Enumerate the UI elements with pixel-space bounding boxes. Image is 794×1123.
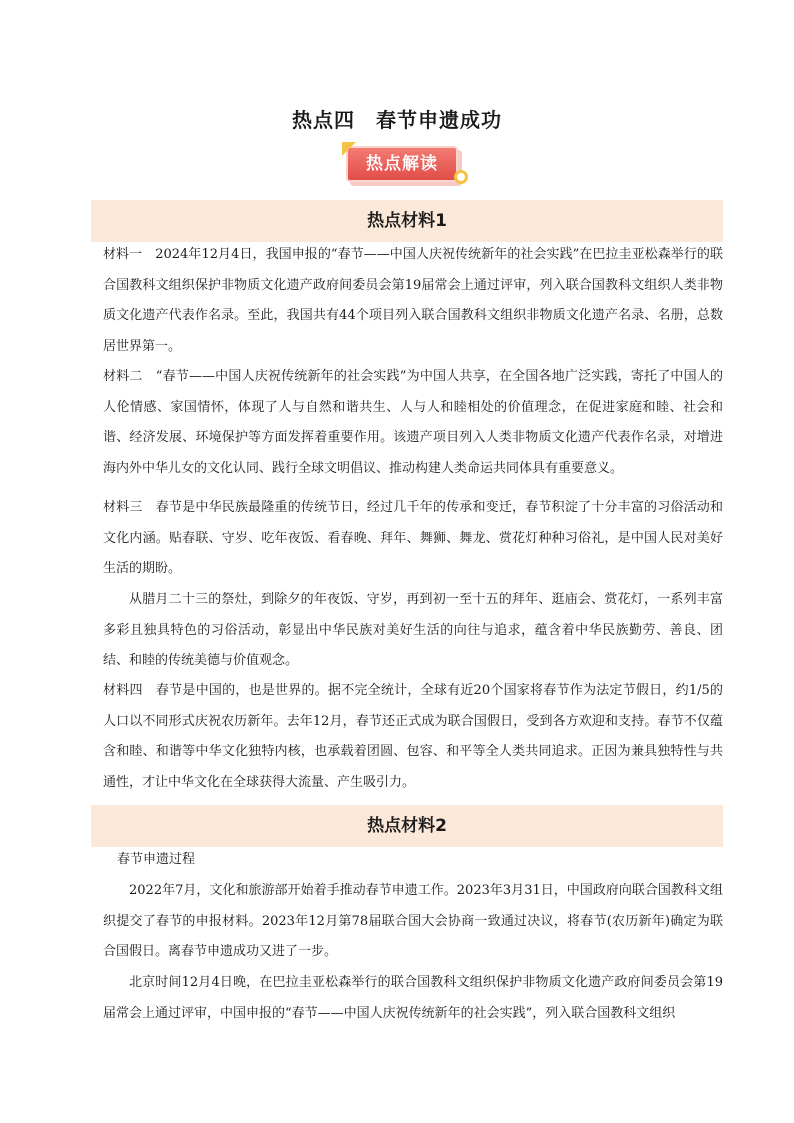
- page-title: 热点四 春节申遗成功: [292, 108, 502, 132]
- hot-topic-badge: [342, 142, 472, 190]
- process-subtitle: 春节申遗过程: [117, 852, 196, 867]
- section-heading-material-2: 热点材料2: [91, 805, 723, 847]
- material-3-paragraph: 材料三 春节是中华民族最隆重的传统节日，经过几千年的传承和变迁，春节积淀了十分丰富的习俗活动和文化内涵。贴春联、守岁、吃年夜饭、看春晚、拜年、舞狮、舞龙、赏花灯种种习俗礼，是中国人民对美好生活的期盼。: [103, 500, 723, 576]
- section-heading-material-1: 热点材料1: [91, 200, 723, 242]
- material-4-paragraph: 材料四 春节是中国的，也是世界的。据不完全统计，全球有近20个国家将春节作为法定节假日，约1/5的人口以不同形式庆祝农历新年。去年12月，春节还正式成为联合国假日，受到各方欢迎和支持。春节不仅蕴含和睦、和谐等中华文化独特内核，也承载着团圆、包容、和平等全人类共同追求。正因为兼具独特性与共通性，才让中华文化在全球获得大流量、产生吸引力。: [103, 683, 723, 790]
- material-2-paragraph: 材料二 “春节——中国人庆祝传统新年的社会实践”为中国人共享，在全国各地广泛实践，寄托了中国人的人伦情感、家国情怀，体现了人与自然和谐共生、人与人和睦相处的价值理念，在促进家庭和睦、社会和谐、经济发展、环境保护等方面发挥着重要作用。该遗产项目列入人类非物质文化遗产代表作名录，对增进海内外中华儿女的文化认同、践行全球文明倡议、推动构建人类命运共同体具有重要意义。: [103, 369, 723, 476]
- process-paragraph-2: 北京时间12月4日晚，在巴拉圭亚松森举行的联合国教科文组织保护非物质文化遗产政府间委员会第19届常会上通过评审，中国申报的“春节——中国人庆祝传统新年的社会实践”，列入联合国教科文组织: [103, 975, 723, 1021]
- badge-corner-decoration: [342, 142, 356, 156]
- ring-icon: [454, 170, 468, 184]
- material-1-paragraph: 材料一 2024年12月4日，我国申报的“春节——中国人庆祝传统新年的社会实践”在巴拉圭亚松森举行的联合国教科文组织保护非物质文化遗产政府间委员会第19届常会上通过评审，列入联合国教科文组织人类非物质文化遗产代表作名录。至此，我国共有44个项目列入联合国教科文组织非物质文化遗产名录、名册，总数居世界第一。: [103, 247, 723, 354]
- process-paragraph-1: 2022年7月，文化和旅游部开始着手推动春节申遗工作。2023年3月31日，中国政府向联合国教科文组织提交了春节的申报材料。2023年12月第78届联合国大会协商一致通过决议，将春节(农历新年)确定为联合国假日。离春节申遗成功又进了一步。: [103, 883, 723, 959]
- material-3-continuation-paragraph: 从腊月二十三的祭灶，到除夕的年夜饭、守岁，再到初一至十五的拜年、逛庙会、赏花灯，一系列丰富多彩且独具特色的习俗活动，彰显出中华民族对美好生活的向往与追求，蕴含着中华民族勤劳、善良、团结、和睦的传统美德与价值观念。: [103, 592, 723, 668]
- badge-label: 热点解读: [346, 146, 458, 182]
